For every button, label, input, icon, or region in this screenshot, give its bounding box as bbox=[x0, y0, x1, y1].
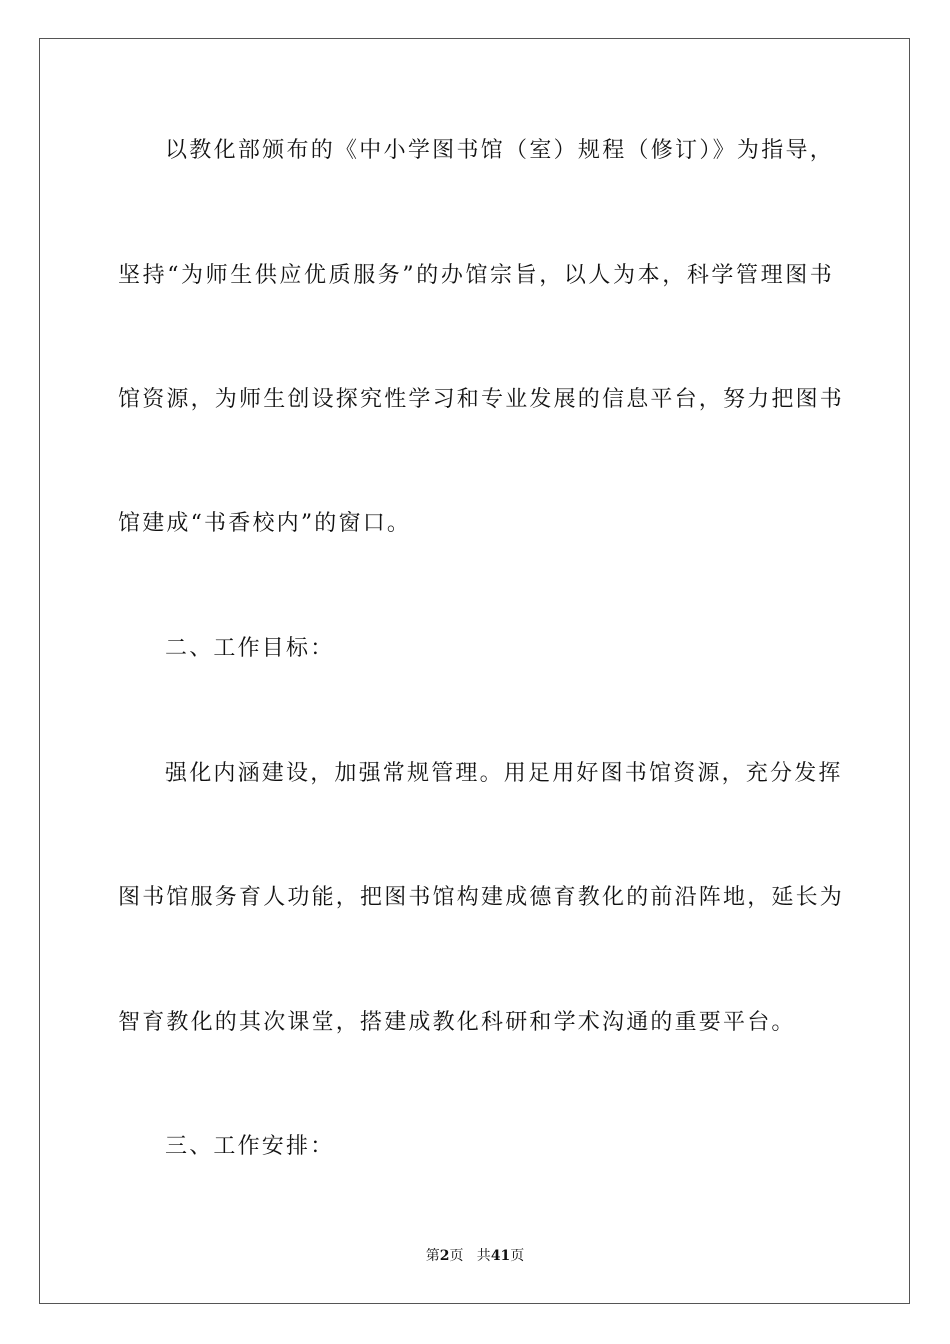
section-heading-arrangements: 三、工作安排： bbox=[165, 1134, 335, 1159]
page-border bbox=[39, 38, 910, 1304]
paragraph-1-line-4: 馆建成“书香校内”的窗口。 bbox=[118, 511, 412, 536]
paragraph-2-line-1: 强化内涵建设，加强常规管理。用足用好图书馆资源，充分发挥 bbox=[165, 761, 843, 786]
footer-mid: 页 共 bbox=[449, 1248, 491, 1264]
footer-prefix: 第 bbox=[425, 1248, 440, 1264]
paragraph-2-line-2: 图书馆服务育人功能，把图书馆构建成德育教化的前沿阵地，延长为 bbox=[118, 885, 845, 910]
paragraph-2-line-3: 智育教化的其次课堂，搭建成教化科研和学术沟通的重要平台。 bbox=[118, 1010, 796, 1035]
section-heading-goals: 二、工作目标： bbox=[165, 636, 335, 661]
paragraph-1-line-3: 馆资源，为师生创设探究性学习和专业发展的信息平台，努力把图书 bbox=[118, 387, 845, 412]
page-footer bbox=[0, 1247, 950, 1265]
current-page-number: 2 bbox=[439, 1248, 450, 1264]
total-page-number: 41 bbox=[490, 1248, 511, 1264]
paragraph-1-line-2: 坚持“为师生供应优质服务”的办馆宗旨，以人为本，科学管理图书 bbox=[118, 263, 834, 288]
paragraph-1-line-1: 以教化部颁布的《中小学图书馆（室）规程（修订）》为指导， bbox=[165, 138, 834, 163]
footer-suffix: 页 bbox=[510, 1248, 525, 1264]
